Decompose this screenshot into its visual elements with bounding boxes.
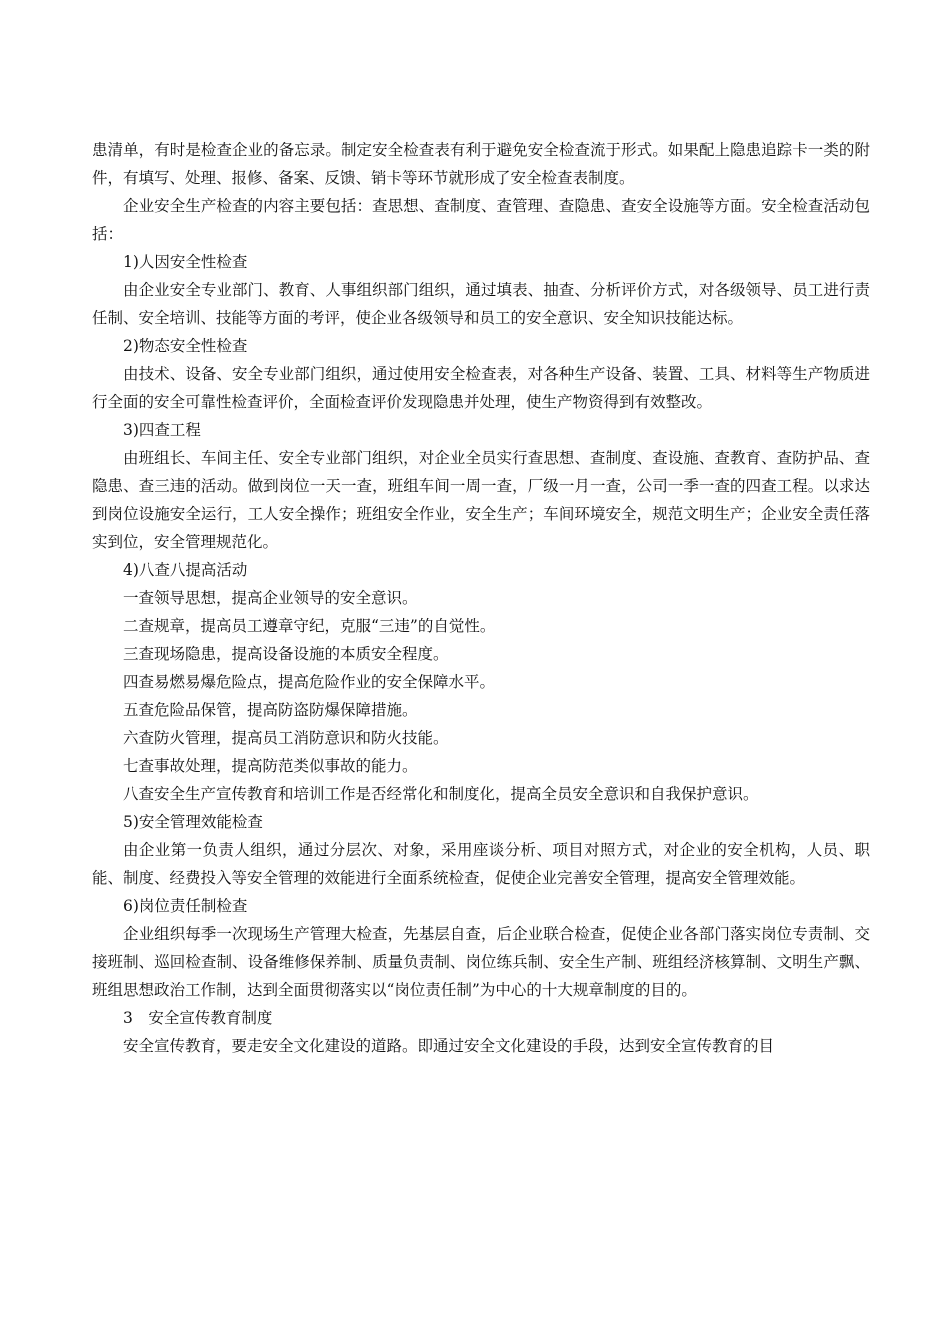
section-heading: 2)物态安全性检查 [123, 337, 248, 355]
paragraph: 安全宣传教育，要走安全文化建设的道路。即通过安全文化建设的手段，达到安全宣传教育的目 [123, 1037, 775, 1055]
paragraph: 由企业安全专业部门、教育、人事组织部门组织，通过填表、抽查、分析评价方式，对各级领导、员工进行责任制、安全培训、技能等方面的考评，使企业各级领导和员工的安全意识、安全知识技能达标。 [92, 281, 870, 327]
section-heading: 3 安全宣传教育制度 [123, 1009, 273, 1027]
list-item: 八查安全生产宣传教育和培训工作是否经常化和制度化，提高全员安全意识和自我保护意识。 [123, 785, 759, 803]
list-item: 七查事故处理，提高防范类似事故的能力。 [123, 757, 418, 775]
document-page [92, 136, 870, 1060]
paragraph: 企业安全生产检查的内容主要包括：查思想、查制度、查管理、查隐患、查安全设施等方面。安全检查活动包括： [92, 197, 870, 243]
list-item: 一查领导思想，提高企业领导的安全意识。 [123, 589, 418, 607]
section-heading: 4)八查八提高活动 [123, 561, 248, 579]
paragraph: 由企业第一负责人组织，通过分层次、对象，采用座谈分析、项目对照方式，对企业的安全机构，人员、职能、制度、经费投入等安全管理的效能进行全面系统检查，促使企业完善安全管理，提高安全管理效能。 [92, 841, 870, 887]
section-heading: 5)安全管理效能检查 [123, 813, 263, 831]
section-heading: 6)岗位责任制检查 [123, 897, 248, 915]
list-item: 三查现场隐患，提高设备设施的本质安全程度。 [123, 645, 449, 663]
paragraph: 由技术、设备、安全专业部门组织，通过使用安全检查表，对各种生产设备、装置、工具、材料等生产物质进行全面的安全可靠性检查评价，全面检查评价发现隐患并处理，使生产物资得到有效整改。 [92, 365, 870, 411]
section-heading: 1)人因安全性检查 [123, 253, 248, 271]
list-item: 二查规章，提高员工遵章守纪，克服“三违”的自觉性。 [123, 617, 496, 635]
paragraph: 企业组织每季一次现场生产管理大检查，先基层自查，后企业联合检查，促使企业各部门落实岗位专责制、交接班制、巡回检查制、设备维修保养制、质量负责制、岗位练兵制、安全生产制、班组经济核算制、文明生产飘、班组思想政治工作制，达到全面贯彻落实以“岗位责任制”为中心的十大规章制度的目的。 [92, 925, 870, 999]
paragraph: 患清单，有时是检查企业的备忘录。制定安全检查表有利于避免安全检查流于形式。如果配上隐患追踪卡一类的附件，有填写、处理、报修、备案、反馈、销卡等环节就形成了安全检查表制度。 [92, 141, 870, 187]
list-item: 六查防火管理，提高员工消防意识和防火技能。 [123, 729, 449, 747]
list-item: 四查易燃易爆危险点，提高危险作业的安全保障水平。 [123, 673, 496, 691]
paragraph: 由班组长、车间主任、安全专业部门组织，对企业全员实行查思想、查制度、查设施、查教育、查防护品、查隐患、查三违的活动。做到岗位一天一查，班组车间一周一查，厂级一月一查，公司一季一查的四查工程。以求达到岗位设施安全运行，工人安全操作；班组安全作业，安全生产；车间环境安全，规范文明生产；企业安全责任落实到位，安全管理规范化。 [92, 449, 870, 551]
list-item: 五查危险品保管，提高防盗防爆保障措施。 [123, 701, 418, 719]
section-heading: 3)四查工程 [123, 421, 201, 439]
